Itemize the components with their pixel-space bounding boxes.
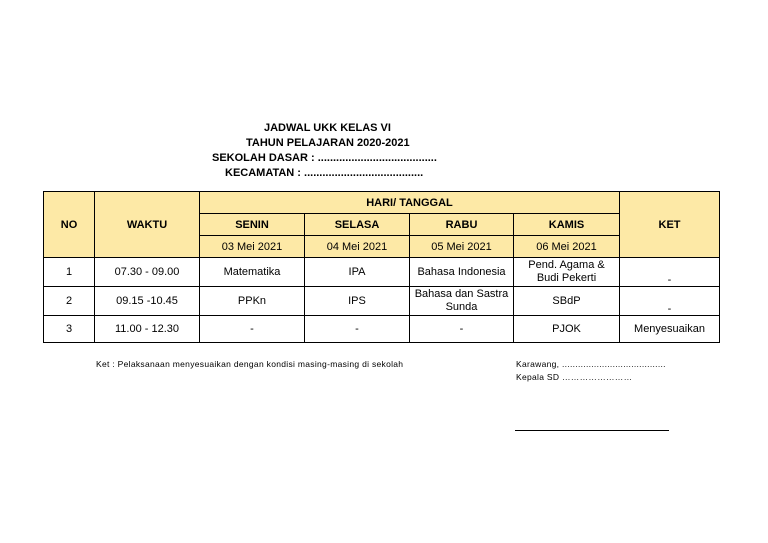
row-senin: PPKn	[200, 287, 305, 316]
row-rabu	[410, 287, 514, 316]
header-ket: KET	[620, 192, 720, 258]
footer-place-date: Karawang, .......................................	[516, 359, 666, 369]
footer-headmaster: Kepala SD ……………………	[516, 372, 633, 382]
title-line-4: KECAMATAN : .......................................	[225, 167, 424, 179]
day-rabu: RABU	[410, 214, 514, 236]
date-senin: 03 Mei 2021	[200, 236, 305, 258]
row-ket: Menyesuaikan	[620, 316, 720, 343]
row-waktu: 09.15 -10.45	[95, 287, 200, 316]
row-selasa: IPS	[305, 287, 410, 316]
row-ket: -	[620, 258, 720, 287]
row-no: 2	[44, 287, 95, 316]
signature-line	[515, 430, 669, 431]
schedule-table	[43, 191, 720, 343]
row-waktu: 07.30 - 09.00	[95, 258, 200, 287]
row-selasa: IPA	[305, 258, 410, 287]
day-senin: SENIN	[200, 214, 305, 236]
header-hari-tanggal: HARI/ TANGGAL	[200, 192, 620, 214]
row-selasa: -	[305, 316, 410, 343]
title-line-3: SEKOLAH DASAR : .......................................	[212, 152, 437, 164]
row-kamis: SBdP	[514, 287, 620, 316]
title-line-1: JADWAL UKK KELAS VI	[264, 122, 391, 134]
row-kamis	[514, 258, 620, 287]
row-no: 1	[44, 258, 95, 287]
header-no: NO	[44, 192, 95, 258]
footer-note: Ket : Pelaksanaan menyesuaikan dengan kondisi masing-masing di sekolah	[96, 359, 404, 369]
row-kamis: PJOK	[514, 316, 620, 343]
row-rabu-line-1: Bahasa dan Sastra	[414, 288, 509, 300]
table-row	[44, 287, 720, 316]
row-ket: -	[620, 287, 720, 316]
row-senin: Matematika	[200, 258, 305, 287]
row-kamis-line-2: Budi Pekerti	[536, 272, 597, 284]
row-no: 3	[44, 316, 95, 343]
row-rabu: -	[410, 316, 514, 343]
date-rabu: 05 Mei 2021	[410, 236, 514, 258]
row-waktu: 11.00 - 12.30	[95, 316, 200, 343]
header-waktu: WAKTU	[95, 192, 200, 258]
day-kamis: KAMIS	[514, 214, 620, 236]
date-selasa: 04 Mei 2021	[305, 236, 410, 258]
title-line-2: TAHUN PELAJARAN 2020-2021	[246, 137, 410, 149]
date-kamis: 06 Mei 2021	[514, 236, 620, 258]
row-kamis-line-1: Pend. Agama &	[528, 259, 605, 271]
table-row	[44, 316, 720, 343]
table-row	[44, 258, 720, 287]
day-selasa: SELASA	[305, 214, 410, 236]
row-senin: -	[200, 316, 305, 343]
row-rabu-line-2: Sunda	[445, 301, 478, 313]
row-rabu: Bahasa Indonesia	[410, 258, 514, 287]
